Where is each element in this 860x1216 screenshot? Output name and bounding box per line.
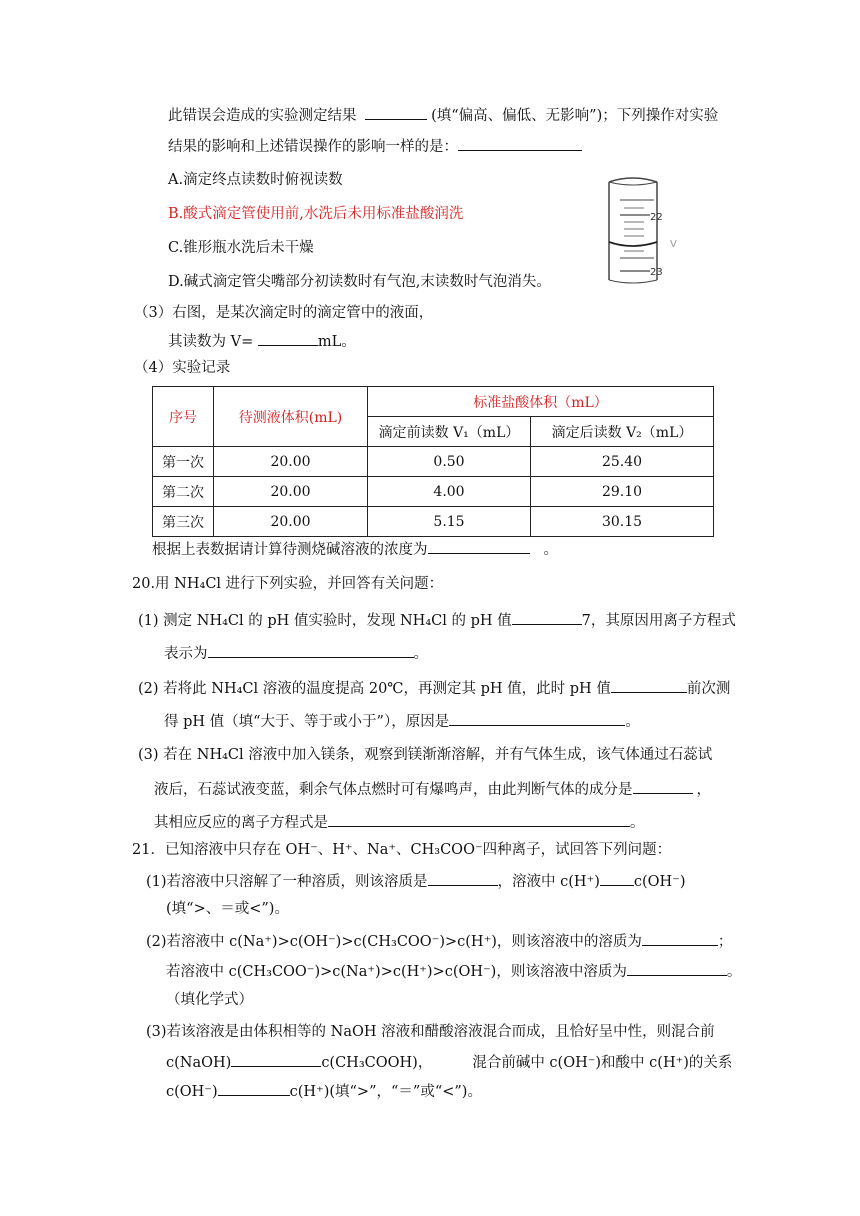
q19-same-effect-blank[interactable] <box>458 135 582 151</box>
table-cell-v1: 5.15 <box>368 507 531 537</box>
burette-figure <box>604 172 689 288</box>
q20-part3-line1: (3) 若在 NH₄Cl 溶液中加入镁条，观察到镁渐渐溶解，并有气体生成，该气体通过石蕊试 <box>138 747 713 763</box>
table-header-volume: 待测液体积(mL) <box>214 387 368 447</box>
q20-ph-compare-blank[interactable] <box>611 677 687 693</box>
table-cell-v1: 4.00 <box>368 477 531 507</box>
q21-solute-2-blank[interactable] <box>642 930 718 946</box>
table-cell-volume: 20.00 <box>214 507 368 537</box>
q19-part3-line1: （3）右图，是某次滴定时的滴定管中的液面， <box>134 305 434 321</box>
q21-compare-blank[interactable] <box>600 870 634 886</box>
q19-concentration-line: 根据上表数据请计算待测烧碱溶液的浓度为 。 <box>152 538 558 560</box>
table-header-index: 序号 <box>153 387 214 447</box>
table-cell-volume: 20.00 <box>214 447 368 477</box>
table-row <box>153 477 714 507</box>
q21-solute-3-blank[interactable] <box>627 960 727 976</box>
q21-part3-line3: c(OH⁻) c(H⁺)(填“>”，“＝”或“<”)。 <box>166 1080 482 1102</box>
table-cell-v1: 0.50 <box>368 447 531 477</box>
q19-line1: 此错误会造成的实验测定结果 (填“偏高、偏低、无影响”)；下列操作对实验 <box>168 104 718 126</box>
q20-ph-blank[interactable] <box>512 609 582 625</box>
q21-solute-blank[interactable] <box>428 870 498 886</box>
q21-part3-line2: c(NaOH) c(CH₃COOH)， 混合前碱中 c(OH⁻)和酸中 c(H⁺)的关系 <box>166 1051 732 1073</box>
q21-oh-h-compare-blank[interactable] <box>218 1080 290 1096</box>
q21-part2-note: （填化学式） <box>166 992 253 1008</box>
q19-option-c: C.锥形瓶水洗后未干燥 <box>168 240 314 256</box>
q19-part3-line2: 其读数为 V= mL。 <box>168 330 356 352</box>
q19-option-a: A.滴定终点读数时俯视读数 <box>168 172 343 188</box>
burette-tick-22: 22 <box>650 212 663 223</box>
burette-tick-23: 23 <box>650 267 663 278</box>
experiment-record-table <box>152 386 714 537</box>
burette-drawing <box>604 172 689 288</box>
table-header-v1: 滴定前读数 V₁（mL） <box>368 417 531 447</box>
table-header-std-hcl: 标准盐酸体积（mL） <box>368 387 714 417</box>
q21-part3-line1: (3)若该溶液是由体积相等的 NaOH 溶液和醋酸溶液混合而成，且恰好呈中性，则混合前 <box>146 1024 715 1040</box>
q20-part3-line2: 液后，石蕊试液变蓝，剩余气体点燃时可有爆鸣声，由此判断气体的成分是 ， <box>154 778 711 800</box>
q20-part3-line3: 其相应反应的离子方程式是 。 <box>154 811 645 833</box>
q21-conc-compare-blank[interactable] <box>231 1051 321 1067</box>
table-cell-index: 第三次 <box>153 507 214 537</box>
q20-gas-blank[interactable] <box>633 778 693 794</box>
q21-part1-line1: (1)若溶液中只溶解了一种溶质，则该溶质是 ，溶液中 c(H⁺) c(OH⁻) <box>146 870 686 892</box>
table-cell-index: 第一次 <box>153 447 214 477</box>
q19-result-blank[interactable] <box>365 104 427 120</box>
table-row <box>153 507 714 537</box>
q20-part2-line2: 得 pH 值（填“大于、等于或小于”），原因是 。 <box>164 710 640 732</box>
q21-title: 21．已知溶液中只存在 OH⁻、H⁺、Na⁺、CH₃COO⁻四种离子，试回答下列问题： <box>132 842 672 858</box>
q20-part2-line1: (2) 若将此 NH₄Cl 溶液的温度提高 20℃，再测定其 pH 值，此时 pH 值 前次测 <box>138 677 730 699</box>
q20-part1-line1: (1) 测定 NH₄Cl 的 pH 值实验时，发现 NH₄Cl 的 pH 值 7，其原因用离子方程式 <box>138 609 736 631</box>
q20-title: 20.用 NH₄Cl 进行下列实验，并回答有关问题： <box>132 576 444 592</box>
q19-reading-blank[interactable] <box>258 330 318 346</box>
table-row <box>153 447 714 477</box>
table-cell-v2: 25.40 <box>531 447 714 477</box>
q19-line2: 结果的影响和上述错误操作的影响一样的是： <box>168 135 582 157</box>
q20-ionic-eq-blank[interactable] <box>208 642 414 658</box>
q20-reaction-eq-blank[interactable] <box>328 811 630 827</box>
q21-part2-line2: 若溶液中 c(CH₃COO⁻)>c(Na⁺)>c(H⁺)>c(OH⁻)，则该溶液中溶质为 。 <box>166 960 741 982</box>
q21-part1-line2: (填“>、＝或<”)。 <box>166 901 289 917</box>
q19-option-d: D.碱式滴定管尖嘴部分初读数时有气泡,末读数时气泡消失。 <box>168 274 551 290</box>
table-header-v2: 滴定后读数 V₂（mL） <box>531 417 714 447</box>
burette-v-label: V <box>670 239 677 250</box>
table-cell-v2: 29.10 <box>531 477 714 507</box>
q20-part1-line2: 表示为 。 <box>164 642 428 664</box>
q20-reason-blank[interactable] <box>449 710 625 726</box>
table-cell-v2: 30.15 <box>531 507 714 537</box>
table-cell-volume: 20.00 <box>214 477 368 507</box>
q19-part4-title: （4）实验记录 <box>134 360 231 376</box>
q21-part2-line1: (2)若溶液中 c(Na⁺)>c(OH⁻)>c(CH₃COO⁻)>c(H⁺)，则该溶液中的溶质为 ； <box>146 930 732 952</box>
table-cell-index: 第二次 <box>153 477 214 507</box>
q19-concentration-blank[interactable] <box>428 538 530 554</box>
q19-option-b: B.酸式滴定管使用前,水洗后未用标准盐酸润洗 <box>168 206 464 222</box>
